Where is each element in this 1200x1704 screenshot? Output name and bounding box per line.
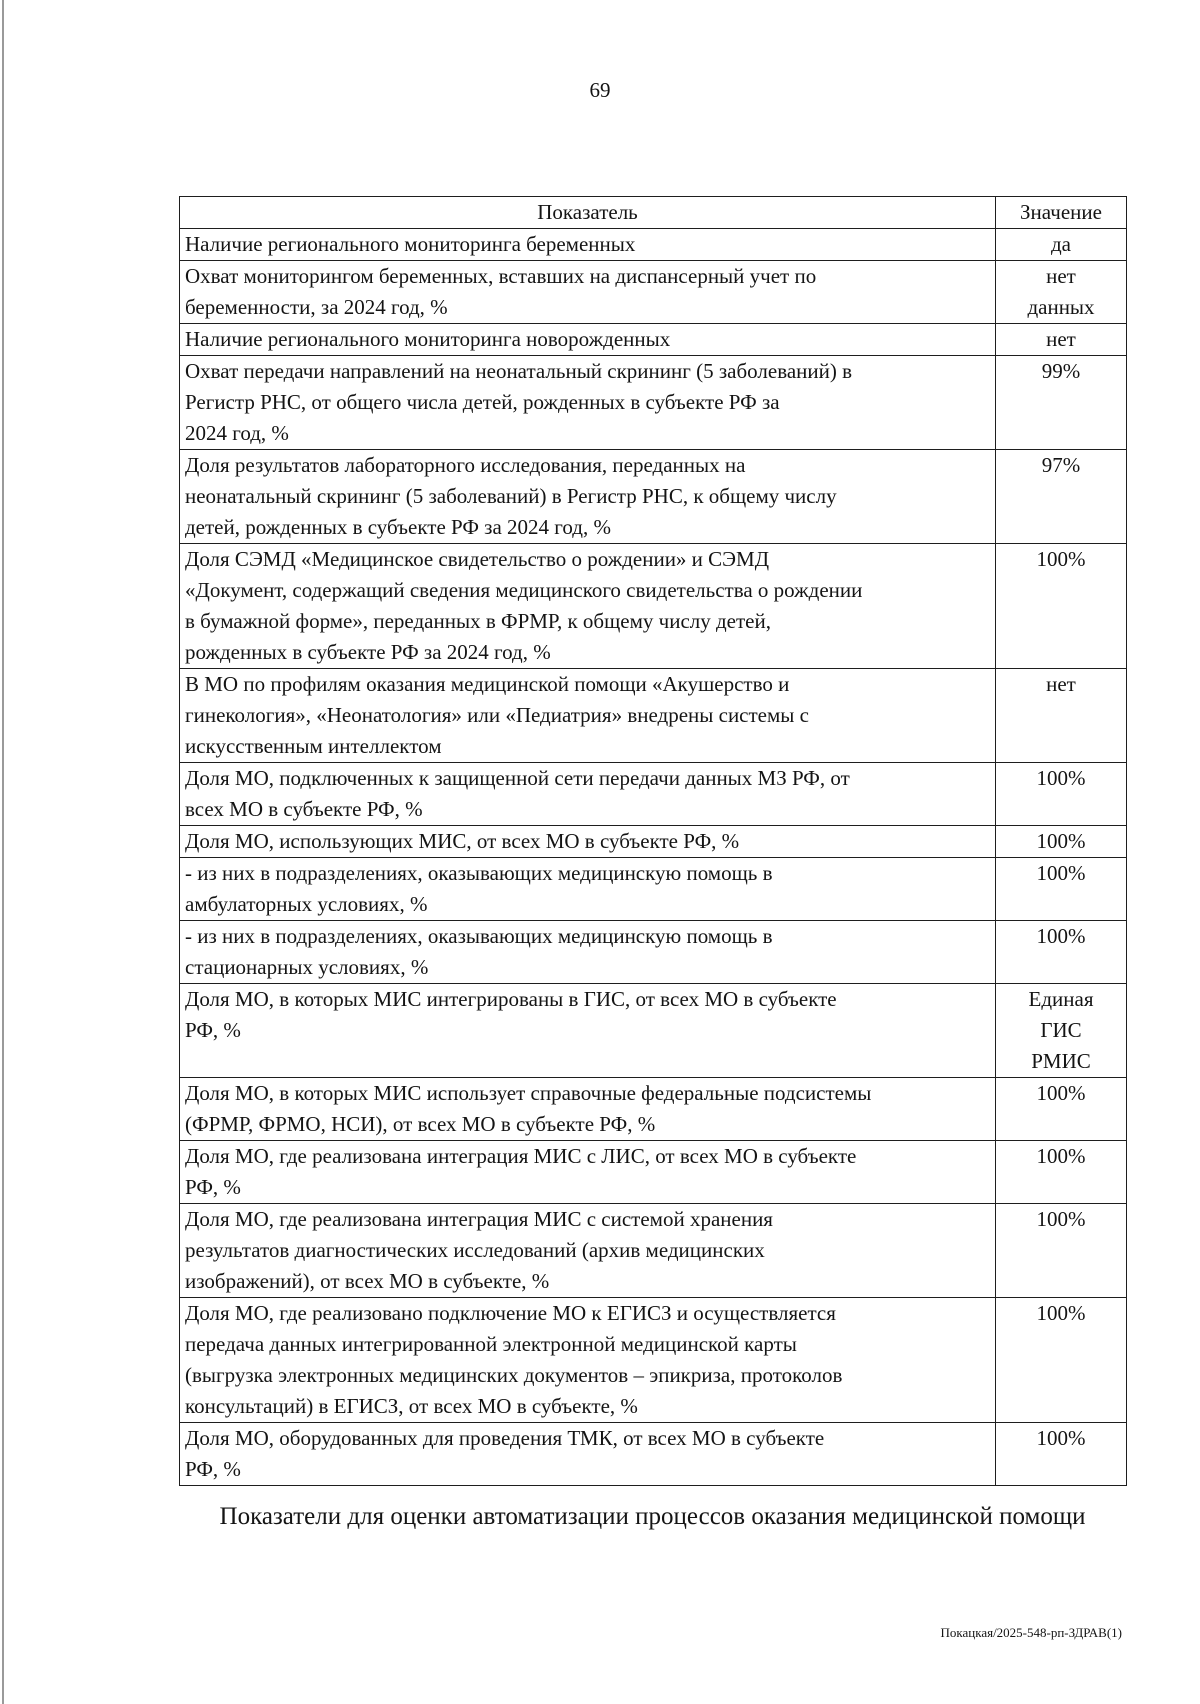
indicator-cell [180, 763, 996, 826]
indicator-cell [180, 826, 996, 858]
value-text: 100% [1036, 1426, 1086, 1450]
indicator-text: Доля МО, где реализовано подключение МО к ЕГИСЗ и осуществляется передача данных интегрированной электронной медицинской карты (выгрузка электронных медицинских документов – эпикриза, протоколов консультаций) в ЕГИСЗ, от всех МО в субъекте, % [185, 1301, 843, 1418]
value-text: нет [1046, 672, 1076, 696]
indicator-text: Доля МО, где реализована интеграция МИС с ЛИС, от всех МО в субъекте РФ, % [185, 1144, 857, 1199]
indicator-cell [180, 1423, 996, 1486]
indicator-cell [180, 356, 996, 450]
table-row [180, 669, 1127, 763]
indicator-cell [180, 450, 996, 544]
indicator-cell [180, 324, 996, 356]
value-cell [996, 1078, 1127, 1141]
indicator-cell [180, 544, 996, 669]
section-title: Показатели для оценки автоматизации процессов оказания медицинской помощи [219, 1503, 1086, 1530]
value-text: да [1050, 232, 1071, 256]
table-row [180, 1423, 1127, 1486]
value-cell [996, 1141, 1127, 1204]
indicator-text: Наличие регионального мониторинга беременных [185, 232, 636, 256]
header-indicator: Показатель [180, 197, 996, 229]
value-text: 100% [1036, 766, 1086, 790]
table-row [180, 826, 1127, 858]
indicator-text: Доля МО, подключенных к защищенной сети передачи данных МЗ РФ, от всех МО в субъекте РФ, % [185, 766, 850, 821]
indicator-text: Доля МО, в которых МИС интегрированы в ГИС, от всех МО в субъекте РФ, % [185, 987, 837, 1042]
indicator-text: Охват передачи направлений на неонатальный скрининг (5 заболеваний) в Регистр РНС, от общего числа детей, рожденных в субъекте РФ за 2024 год, % [185, 359, 853, 445]
value-text: 100% [1036, 547, 1086, 571]
table-row [180, 858, 1127, 921]
indicator-cell [180, 858, 996, 921]
value-text: 100% [1036, 829, 1086, 853]
scan-edge [2, 0, 4, 1704]
table-row [180, 450, 1127, 544]
indicator-cell [180, 261, 996, 324]
value-cell [996, 1298, 1127, 1423]
value-text: 100% [1036, 924, 1086, 948]
value-text: 100% [1036, 1207, 1086, 1231]
table-row [180, 1141, 1127, 1204]
indicator-text: - из них в подразделениях, оказывающих медицинскую помощь в амбулаторных условиях, % [185, 861, 773, 916]
indicator-cell [180, 229, 996, 261]
indicator-text: - из них в подразделениях, оказывающих медицинскую помощь в стационарных условиях, % [185, 924, 773, 979]
table-row [180, 324, 1127, 356]
value-cell [996, 356, 1127, 450]
value-cell [996, 261, 1127, 324]
indicator-text: Охват мониторингом беременных, вставших на диспансерный учет по беременности, за 2024 год, % [185, 264, 817, 319]
indicator-text: В МО по профилям оказания медицинской помощи «Акушерство и гинекология», «Неонатология» или «Педиатрия» внедрены системы с искусственным интеллектом [185, 672, 809, 758]
table-row [180, 544, 1127, 669]
indicator-cell [180, 984, 996, 1078]
indicators-table [179, 196, 1127, 1486]
value-text: 100% [1036, 1081, 1086, 1105]
indicator-cell [180, 1298, 996, 1423]
value-text: 97% [1041, 453, 1081, 477]
indicator-text: Доля СЭМД «Медицинское свидетельство о рождении» и СЭМД «Документ, содержащий сведения медицинского свидетельства о рождении в бумажной форме», переданных в ФРМР, к общему числу детей, рожденных в субъекте РФ за 2024 год, % [185, 547, 863, 664]
value-cell [996, 1423, 1127, 1486]
page-number: 69 [589, 78, 611, 102]
value-cell [996, 229, 1127, 261]
table-row [180, 1078, 1127, 1141]
table-row [180, 1298, 1127, 1423]
value-cell [996, 1204, 1127, 1298]
value-text: 100% [1036, 1144, 1086, 1168]
indicator-cell [180, 1078, 996, 1141]
value-text: нет [1046, 327, 1076, 351]
indicator-cell [180, 1204, 996, 1298]
table-row [180, 921, 1127, 984]
table-header-row [180, 197, 1127, 229]
indicator-cell [180, 1141, 996, 1204]
header-value: Значение [996, 197, 1127, 229]
document-code: Покацкая/2025-548-рп-ЗДРАВ(1) [940, 1625, 1122, 1640]
indicator-text: Доля МО, где реализована интеграция МИС с системой хранения результатов диагностических исследований (архив медицинских изображений), от всех МО в субъекте, % [185, 1207, 773, 1293]
table-body [180, 229, 1127, 1486]
table-row [180, 356, 1127, 450]
value-cell [996, 763, 1127, 826]
indicator-text: Наличие регионального мониторинга новорожденных [185, 327, 671, 351]
value-text: нет данных [1027, 264, 1095, 319]
value-cell [996, 544, 1127, 669]
value-text: 99% [1041, 359, 1081, 383]
value-cell [996, 826, 1127, 858]
value-cell [996, 450, 1127, 544]
value-cell [996, 984, 1127, 1078]
indicator-text: Доля результатов лабораторного исследования, переданных на неонатальный скрининг (5 заболеваний) в Регистр РНС, к общему числу детей, рожденных в субъекте РФ за 2024 год, % [185, 453, 837, 539]
table-row [180, 763, 1127, 826]
indicator-cell [180, 921, 996, 984]
table-row [180, 261, 1127, 324]
table-row [180, 984, 1127, 1078]
value-cell [996, 324, 1127, 356]
value-text: 100% [1036, 1301, 1086, 1325]
value-cell [996, 858, 1127, 921]
value-text: Единая ГИС РМИС [1028, 987, 1094, 1073]
indicator-text: Доля МО, оборудованных для проведения ТМК, от всех МО в субъекте РФ, % [185, 1426, 825, 1481]
table-row [180, 1204, 1127, 1298]
table-row [180, 229, 1127, 261]
indicator-cell [180, 669, 996, 763]
value-cell [996, 921, 1127, 984]
indicator-text: Доля МО, использующих МИС, от всех МО в субъекте РФ, % [185, 829, 740, 853]
value-text: 100% [1036, 861, 1086, 885]
value-cell [996, 669, 1127, 763]
indicator-text: Доля МО, в которых МИС использует справочные федеральные подсистемы (ФРМР, ФРМО, НСИ), от всех МО в субъекте РФ, % [185, 1081, 872, 1136]
